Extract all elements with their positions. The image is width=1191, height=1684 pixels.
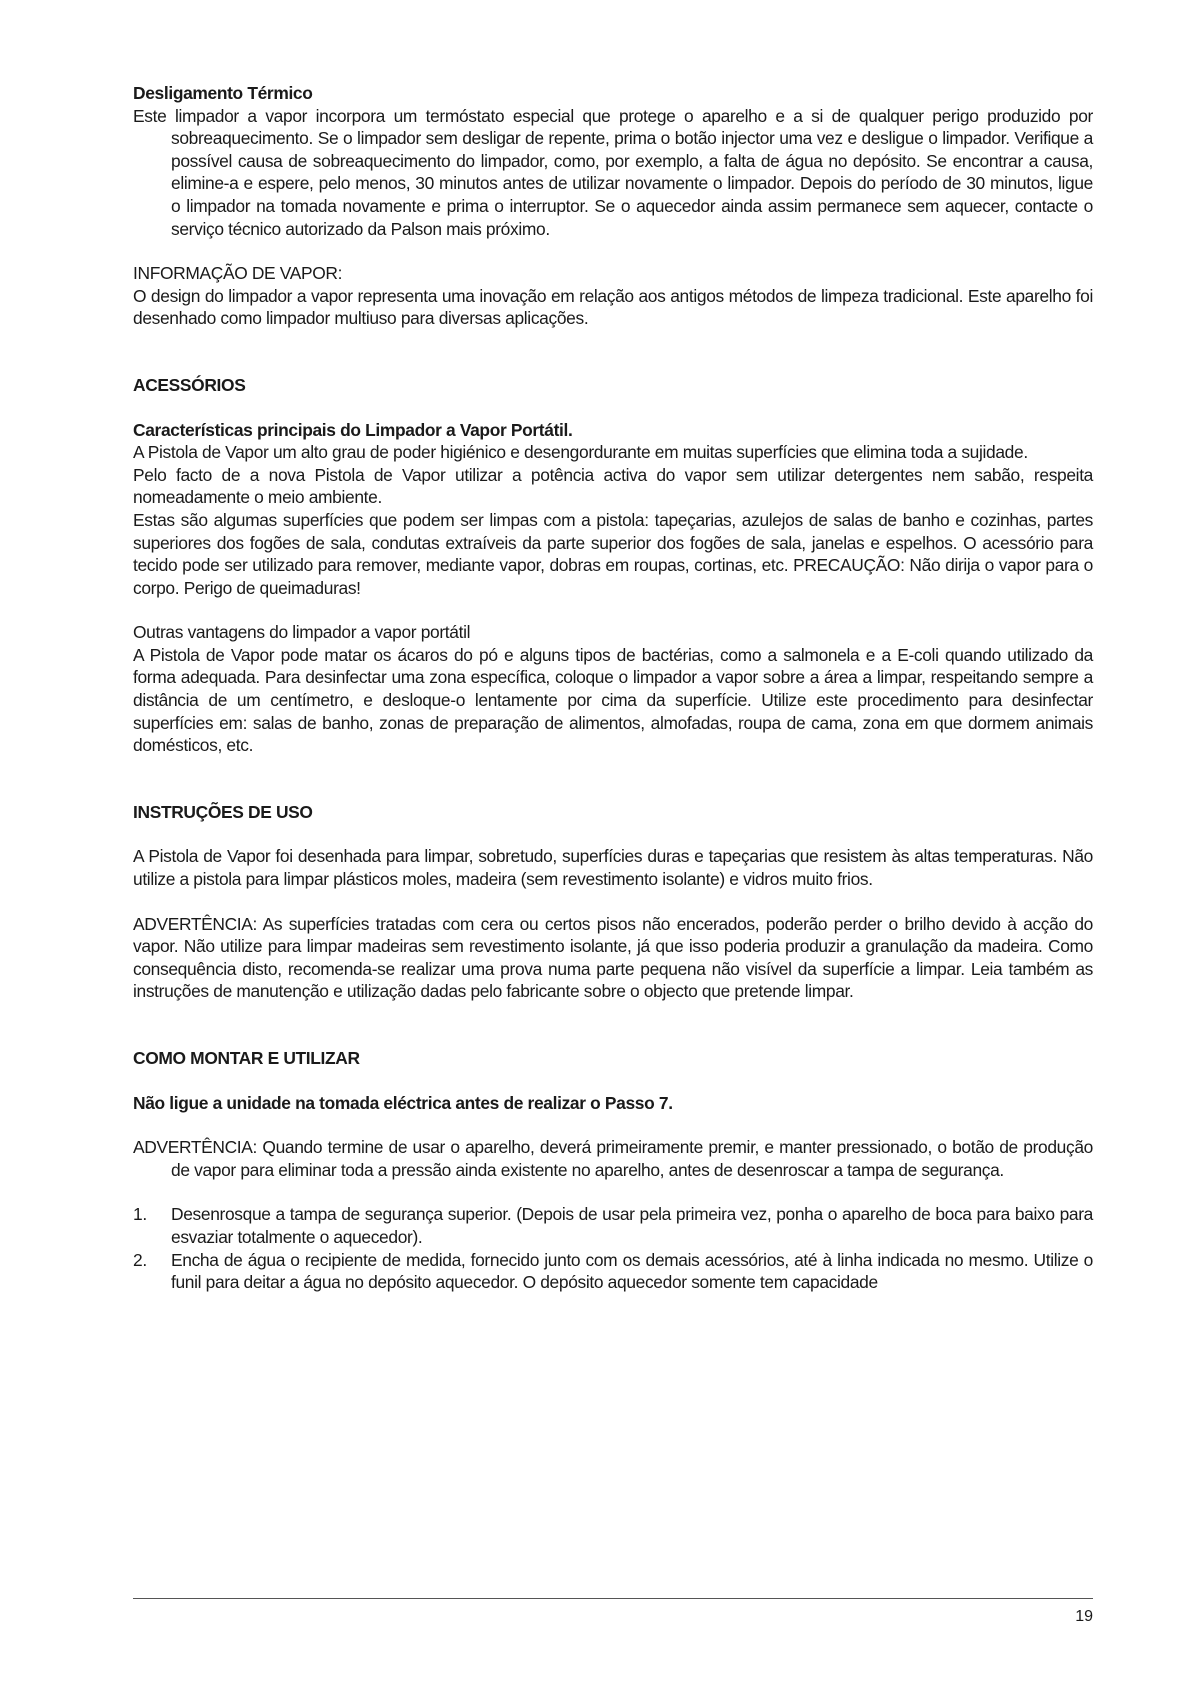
accessories-subheading: Características principais do Limpador a Vapor Portátil. bbox=[133, 419, 573, 440]
page-number: 19 bbox=[1075, 1608, 1093, 1625]
accessories-paragraph-3: Estas são algumas superfícies que podem ser limpas com a pistola: tapeçarias, azulejos de salas de banho e cozinhas, partes superiores dos fogões de sala, condutas extraíveis da parte superior dos fogões de sala, janelas e espelhos. O acessório para tecido pode ser utilizado para remover, mediante vapor, dobras em roupas, cortinas, etc. PRECAUÇÃO: Não dirija o vapor para o corpo. Perigo de queimaduras! bbox=[133, 509, 1093, 598]
other-advantages-title: Outras vantagens do limpador a vapor portátil bbox=[133, 622, 471, 643]
step-number: 2. bbox=[133, 1249, 147, 1270]
thermal-shutdown-title: Desligamento Térmico bbox=[133, 83, 313, 103]
accessories-paragraph-2: Pelo facto de a nova Pistola de Vapor utilizar a potência activa do vapor sem utilizar detergentes nem sabão, respeita nomeadamente o meio ambiente. bbox=[133, 464, 1093, 508]
accessories-heading: ACESSÓRIOS bbox=[133, 374, 246, 395]
assembly-steps-list bbox=[133, 1203, 1093, 1293]
assembly-warning: ADVERTÊNCIA: Quando termine de usar o aparelho, deverá primeiramente premir, e manter pressionado, o botão de produção de vapor para eliminar toda a pressão ainda existente no aparelho, antes de desenroscar a tampa de segurança. bbox=[133, 1137, 1093, 1180]
usage-instructions-heading: INSTRUÇÕES DE USO bbox=[133, 801, 313, 822]
document-page bbox=[133, 82, 1093, 1294]
footer-divider bbox=[133, 1598, 1093, 1599]
usage-paragraph-1: A Pistola de Vapor foi desenhada para limpar, sobretudo, superfícies duras e tapeçarias que resistem às altas temperaturas. Não utilize a pistola para limpar plásticos moles, madeira (sem revestimento isolante) e vidros muito frios. bbox=[133, 846, 1093, 890]
step-number: 1. bbox=[133, 1204, 147, 1225]
other-advantages-body: A Pistola de Vapor pode matar os ácaros do pó e alguns tipos de bactérias, como a salmonela e a E-coli quando utilizado da forma adequada. Para desinfectar uma zona específica, coloque o limpador a vapor sobre a área a limpar, respeitando sempre a distância de um centímetro, e desloque-o lentamente por cima da superfície. Utilize este procedimento para desinfectar superfícies em: salas de banho, zonas de preparação de alimentos, almofadas, roupa de cama, zona em que dormem animais domésticos, etc. bbox=[133, 644, 1093, 756]
accessories-paragraph-1: A Pistola de Vapor um alto grau de poder higiénico e desengordurante em muitas superfícies que elimina toda a sujidade. bbox=[133, 442, 1028, 463]
vapor-info-title: INFORMAÇÃO DE VAPOR: bbox=[133, 263, 343, 284]
list-item bbox=[133, 1203, 1093, 1248]
usage-warning-paragraph: ADVERTÊNCIA: As superfícies tratadas com cera ou certos pisos não encerados, poderão perder o brilho devido à acção do vapor. Não utilize para limpar madeiras sem revestimento isolante, já que isso poderia produzir a granulação da madeira. Como consequência disto, recomenda-se realizar uma prova numa parte pequena não visível da superfície a limpar. Leia também as instruções de manutenção e utilização dadas pelo fabricante sobre o objecto que pretende limpar. bbox=[133, 913, 1093, 1002]
vapor-info-body: O design do limpador a vapor representa uma inovação em relação aos antigos métodos de limpeza tradicional. Este aparelho foi desenhado como limpador multiuso para diversas aplicações. bbox=[133, 285, 1093, 329]
thermal-shutdown-body: Este limpador a vapor incorpora um termóstato especial que protege o aparelho e a si de qualquer perigo produzido por sobreaquecimento. Se o limpador sem desligar de repente, prima o botão injector uma vez e desligue o limpador. Verifique a possível causa de sobreaquecimento do limpador, como, por exemplo, a falta de água no depósito. Se encontrar a causa, elimine-a e espere, pelo menos, 30 minutos antes de utilizar novamente o limpador. Depois do período de 30 minutos, ligue o limpador na tomada novamente e prima o interruptor. Se o aquecedor ainda assim permanece sem aquecer, contacte o serviço técnico autorizado da Palson mais próximo. bbox=[133, 105, 1093, 239]
step-text: Encha de água o recipiente de medida, fornecido junto com os demais acessórios, até à linha indicada no mesmo. Utilize o funil para deitar a água no depósito aquecedor. O depósito aquecedor somente tem capacidade bbox=[171, 1249, 1093, 1293]
list-item bbox=[133, 1249, 1093, 1294]
step-text: Desenrosque a tampa de segurança superior. (Depois de usar pela primeira vez, ponha o aparelho de boca para baixo para esvaziar totalmente o aquecedor). bbox=[171, 1204, 1093, 1247]
assembly-subheading: Não ligue a unidade na tomada eléctrica antes de realizar o Passo 7. bbox=[133, 1092, 673, 1113]
assembly-heading: COMO MONTAR E UTILIZAR bbox=[133, 1048, 360, 1068]
